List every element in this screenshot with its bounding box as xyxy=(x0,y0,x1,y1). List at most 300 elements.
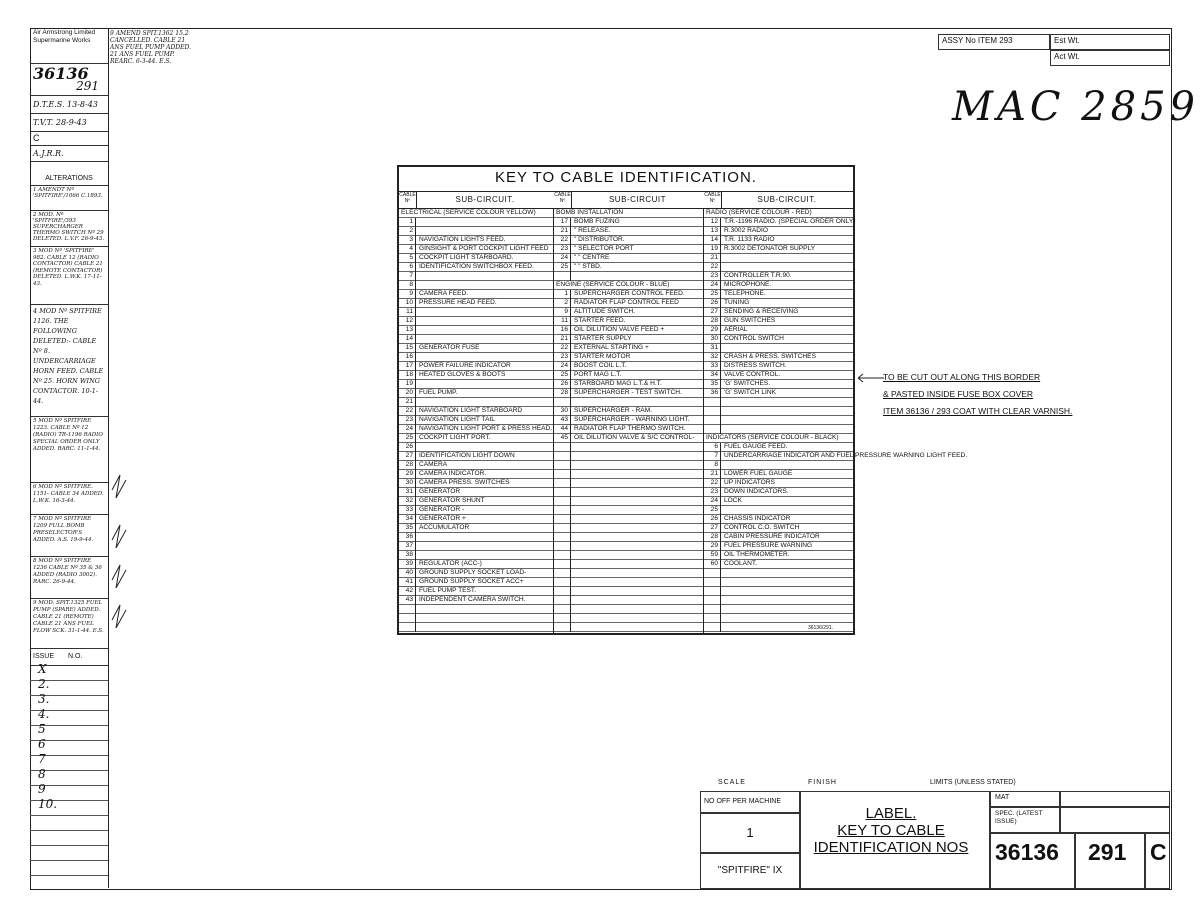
key-row xyxy=(704,245,853,254)
alterations-header: ALTERATIONS xyxy=(30,174,108,186)
sub-circuit-name: SENDING & RECEIVING xyxy=(724,308,799,315)
cable-number xyxy=(554,551,571,560)
key-row xyxy=(554,317,703,326)
key-row xyxy=(704,560,853,569)
key-row xyxy=(704,524,853,533)
key-row xyxy=(554,245,703,254)
cable-number xyxy=(554,578,571,587)
cable-number: 27 xyxy=(704,524,721,533)
cable-number: 19 xyxy=(704,245,721,254)
key-row xyxy=(399,461,553,470)
issue-row: 5 xyxy=(30,726,108,741)
sub-circuit-name: STARBOARD MAG L.T.& H.T. xyxy=(574,380,662,387)
alteration-item: 1 AMENDT Nº 'SPITFIRE'/1066 C.1893. xyxy=(30,186,108,211)
cable-number: 29 xyxy=(704,326,721,335)
key-row xyxy=(399,623,553,632)
cable-number: 25 xyxy=(399,434,416,443)
cable-number: 5 xyxy=(399,254,416,263)
cable-number xyxy=(554,596,571,605)
cable-number xyxy=(704,425,721,434)
cable-number xyxy=(554,560,571,569)
key-row xyxy=(399,542,553,551)
cable-number xyxy=(554,443,571,452)
cable-number xyxy=(399,614,416,623)
cable-number: 30 xyxy=(704,335,721,344)
key-row xyxy=(399,272,553,281)
key-section-heading xyxy=(554,209,703,218)
cable-number: 11 xyxy=(399,308,416,317)
key-row xyxy=(399,488,553,497)
key-row xyxy=(704,461,853,470)
arrow-icon xyxy=(856,372,886,384)
cable-number xyxy=(704,623,721,632)
key-row xyxy=(399,326,553,335)
alteration-item: 4 MOD Nº SPITFIRE 1126. THE FOLLOWING DELETED:- CABLE Nº 8. UNDERCARRIAGE HORN FEED. CABLE Nº 25. HORN WING CONTACTOR. 10-1-44. xyxy=(30,305,108,417)
key-row xyxy=(704,335,853,344)
no-off-value: 1 xyxy=(700,813,800,853)
cable-number xyxy=(704,587,721,596)
sub-circuit-name: FUEL PRESSURE WARNING xyxy=(724,542,813,549)
cable-number: 24 xyxy=(554,254,571,263)
title-line-2: KEY TO CABLE xyxy=(837,822,945,839)
cable-number xyxy=(554,623,571,632)
sub-circuit-name: NAVIGATION LIGHT PORT & PRESS HEAD. xyxy=(419,425,553,432)
issue-row: 9 xyxy=(30,786,108,801)
column-header xyxy=(704,191,853,209)
sub-circuit-name: TELEPHONE. xyxy=(724,290,766,297)
key-row xyxy=(399,506,553,515)
cable-number: 28 xyxy=(399,461,416,470)
cable-number: 36 xyxy=(399,533,416,542)
cable-number xyxy=(554,605,571,614)
cable-number: 34 xyxy=(704,371,721,380)
key-row xyxy=(554,497,703,506)
key-row xyxy=(399,497,553,506)
cable-number: 23 xyxy=(704,488,721,497)
key-row xyxy=(554,380,703,389)
cable-number: 1 xyxy=(399,218,416,227)
sub-circuit-name: REGULATOR (ACC-) xyxy=(419,560,482,567)
key-row xyxy=(554,326,703,335)
sub-circuit-name: TUNING xyxy=(724,299,750,306)
cable-number: 25 xyxy=(554,371,571,380)
key-section-heading xyxy=(399,209,553,218)
cable-number-header: CABLE Nº xyxy=(399,192,417,208)
key-row xyxy=(554,623,703,632)
key-row xyxy=(554,488,703,497)
sub-circuit-name: " RELEASE. xyxy=(574,227,611,234)
key-row xyxy=(399,605,553,614)
key-row xyxy=(399,614,553,623)
key-row xyxy=(554,398,703,407)
key-row xyxy=(399,524,553,533)
spec-value xyxy=(1060,807,1170,833)
key-row xyxy=(704,587,853,596)
sub-circuit-header: SUB-CIRCUIT. xyxy=(455,195,515,204)
key-row xyxy=(399,317,553,326)
key-row xyxy=(554,227,703,236)
key-row xyxy=(554,551,703,560)
cable-number xyxy=(554,470,571,479)
key-row xyxy=(704,470,853,479)
sub-circuit-name: CAMERA FEED. xyxy=(419,290,469,297)
cable-number xyxy=(554,614,571,623)
cable-number: 19 xyxy=(399,380,416,389)
company-name: Air Armstrong Limited Supermarine Works xyxy=(33,29,96,44)
key-row xyxy=(704,236,853,245)
cable-number: 14 xyxy=(704,236,721,245)
key-row xyxy=(399,596,553,605)
sub-circuit-name: 'G' SWITCHES. xyxy=(724,380,771,387)
est-weight: Est Wt. xyxy=(1050,34,1170,50)
cable-number: 37 xyxy=(399,542,416,551)
cable-number: 22 xyxy=(704,263,721,272)
cable-number xyxy=(704,578,721,587)
sub-circuit-name: CONTROL C.O. SWITCH xyxy=(724,524,800,531)
key-row xyxy=(554,407,703,416)
key-row xyxy=(704,452,968,461)
key-row xyxy=(399,398,553,407)
sub-circuit-name: PORT MAG L.T. xyxy=(574,371,622,378)
key-row xyxy=(399,362,553,371)
key-column-bomb-engine xyxy=(554,209,704,633)
cable-number: 21 xyxy=(554,227,571,236)
cable-number xyxy=(554,533,571,542)
key-row xyxy=(704,533,853,542)
key-row xyxy=(704,290,853,299)
issue-row: 8 xyxy=(30,771,108,786)
cable-number: 6 xyxy=(399,263,416,272)
limits-label: LIMITS (UNLESS STATED) xyxy=(930,779,1016,786)
sub-circuit-name: GENERATOR FUSE xyxy=(419,344,480,351)
key-row xyxy=(704,317,853,326)
key-row xyxy=(399,245,553,254)
key-row xyxy=(704,281,853,290)
signature-marks xyxy=(108,470,130,640)
issue-row xyxy=(30,816,108,831)
cable-number: 26 xyxy=(554,380,571,389)
sub-circuit-name: STARTER MOTOR xyxy=(574,353,631,360)
sub-circuit-header: SUB-CIRCUIT xyxy=(608,195,667,204)
issue-row xyxy=(30,861,108,876)
margin-note: 9 AMEND SPIT.1362 15.2 CANCELLED. CABLE 21 ANS FUEL PUMP ADDED. 21 ANS FUEL PUMP. REARC. 6-3-44. E.S. xyxy=(110,30,192,65)
key-row xyxy=(554,605,703,614)
key-row xyxy=(704,227,853,236)
cable-number: 21 xyxy=(554,335,571,344)
cable-number: 2 xyxy=(399,227,416,236)
assembly-block xyxy=(938,34,1170,66)
key-row xyxy=(399,479,553,488)
key-row xyxy=(399,254,553,263)
sub-circuit-name: BOOST COIL L.T. xyxy=(574,362,627,369)
key-title: KEY TO CABLE IDENTIFICATION. xyxy=(495,169,757,186)
cable-number: 33 xyxy=(704,362,721,371)
key-row xyxy=(704,425,853,434)
key-row xyxy=(554,560,703,569)
cable-number: 26 xyxy=(704,299,721,308)
sub-circuit-name: COOLANT. xyxy=(724,560,757,567)
key-row xyxy=(554,506,703,515)
company-cell xyxy=(30,28,108,64)
cable-number: 11 xyxy=(554,317,571,326)
sub-circuit-name: INDEPENDENT CAMERA SWITCH. xyxy=(419,596,526,603)
varnish-note: ITEM 36136 / 293 COAT WITH CLEAR VARNISH. xyxy=(883,406,1073,416)
alteration-item: 9 MOD. SPIT.1325 FUEL PUMP (SPARE) ADDED. CABLE 21 (REMOTE) CABLE 21 ANS FUEL FLOW SCK. 31-1-44. E.S. xyxy=(30,599,108,649)
cable-number: 16 xyxy=(399,353,416,362)
cable-number: 41 xyxy=(399,578,416,587)
sub-circuit-name: COCKPIT LIGHT STARBOARD. xyxy=(419,254,514,261)
key-row xyxy=(554,578,703,587)
key-row xyxy=(399,353,553,362)
cable-number: 17 xyxy=(399,362,416,371)
key-row xyxy=(399,425,553,434)
mat-label: MAT xyxy=(990,791,1060,807)
cable-number: 17 xyxy=(554,218,571,227)
key-row xyxy=(554,614,703,623)
alteration-item: 5 MOD Nº SPITFIRE 1223. CABLE Nº 12 (RADIO) TR-1196 RADIO SPECIAL ORDER ONLY ADDED. RARC. 11-1-44. xyxy=(30,417,108,483)
title-block xyxy=(700,777,1170,889)
sub-circuit-name: BOMB INSTALLATION xyxy=(556,209,624,216)
cable-number: 6 xyxy=(704,443,721,452)
cable-number: 7 xyxy=(399,272,416,281)
key-footer-number: 36136/291. xyxy=(807,625,833,631)
sub-circuit-name: 'G' SWITCH LINK xyxy=(724,389,776,396)
key-row xyxy=(704,407,853,416)
key-row xyxy=(704,488,853,497)
key-row xyxy=(554,434,703,443)
cable-number: 26 xyxy=(704,515,721,524)
sub-circuit-name: RADIATOR FLAP CONTROL FEED xyxy=(574,299,679,306)
sheet-number: 291 xyxy=(1088,839,1127,865)
cable-number: 25 xyxy=(704,506,721,515)
left-revision-column xyxy=(30,28,109,888)
sub-circuit-name: GROUND SUPPLY SOCKET LOAD- xyxy=(419,569,527,576)
cable-number xyxy=(704,569,721,578)
key-row xyxy=(704,578,853,587)
cable-number: 59 xyxy=(704,551,721,560)
key-row xyxy=(704,272,853,281)
sub-circuit-name: STARTER FEED. xyxy=(574,317,626,324)
sub-circuit-name: CABIN PRESSURE INDICATOR xyxy=(724,533,820,540)
issue-row: 7 xyxy=(30,756,108,771)
key-row xyxy=(399,308,553,317)
sub-circuit-name: CHASSIS INDICATOR xyxy=(724,515,791,522)
key-row xyxy=(704,218,856,227)
cable-number: 7 xyxy=(704,452,721,461)
sub-circuit-name: FUEL GAUGE FEED. xyxy=(724,443,788,450)
mat-value xyxy=(1060,791,1170,807)
sub-circuit-name: GUN SWITCHES xyxy=(724,317,776,324)
cable-number: 23 xyxy=(554,245,571,254)
cable-number xyxy=(554,272,571,281)
key-row xyxy=(704,515,853,524)
cable-number xyxy=(554,587,571,596)
sub-circuit-name: ENGINE (SERVICE COLOUR - BLUE) xyxy=(556,281,670,288)
cable-number: 9 xyxy=(399,290,416,299)
key-row xyxy=(554,542,703,551)
assy-number: ASSY No ITEM 293 xyxy=(938,34,1050,50)
key-row xyxy=(554,479,703,488)
cable-number: 34 xyxy=(399,515,416,524)
sub-circuit-name: " DISTRIBUTOR. xyxy=(574,236,625,243)
sub-circuit-name: HEATED GLOVES & BOOTS xyxy=(419,371,506,378)
cable-number: 28 xyxy=(554,389,571,398)
key-row xyxy=(704,497,853,506)
key-row xyxy=(554,344,703,353)
key-row xyxy=(704,614,853,623)
drawing-number-cell xyxy=(30,64,108,96)
sub-circuit-name: FUEL PUMP TEST. xyxy=(419,587,477,594)
left-drawing-number: 36136 xyxy=(33,64,89,83)
key-row xyxy=(399,533,553,542)
key-row xyxy=(554,263,703,272)
sub-circuit-name: DISTRESS SWITCH. xyxy=(724,362,787,369)
issue-row: 3. xyxy=(30,696,108,711)
cable-number: 12 xyxy=(399,317,416,326)
title-line-3: IDENTIFICATION NOS xyxy=(813,839,969,856)
aircraft-type: "SPITFIRE" IX xyxy=(700,853,800,889)
sub-circuit-name: UP INDICATORS xyxy=(724,479,775,486)
key-row xyxy=(704,398,853,407)
cable-number: 21 xyxy=(704,254,721,263)
cable-number: 38 xyxy=(399,551,416,560)
key-row xyxy=(554,335,703,344)
sub-circuit-name: IDENTIFICATION SWITCHBOX FEED. xyxy=(419,263,534,270)
key-row xyxy=(399,551,553,560)
key-row xyxy=(554,470,703,479)
sub-circuit-name: GROUND SUPPLY SOCKET ACC+ xyxy=(419,578,524,585)
cable-number: 23 xyxy=(399,416,416,425)
key-row xyxy=(704,605,853,614)
alteration-item: 6 MOD Nº SPITFIRE. 1151- CABLE 34 ADDED. L.W.K. 16-3-44. xyxy=(30,483,108,515)
cable-number: 24 xyxy=(704,281,721,290)
cable-number xyxy=(554,497,571,506)
sub-circuit-name: ELECTRICAL (SERVICE COLOUR YELLOW) xyxy=(401,209,536,216)
cable-number: 9 xyxy=(554,308,571,317)
sub-circuit-name: " " CENTRE xyxy=(574,254,610,261)
cable-number: 22 xyxy=(704,479,721,488)
issue-row xyxy=(30,831,108,846)
key-row xyxy=(704,362,853,371)
key-row xyxy=(399,335,553,344)
column-header xyxy=(399,191,554,209)
key-row xyxy=(704,353,853,362)
key-row xyxy=(399,569,553,578)
drawing-title xyxy=(811,805,971,856)
key-row xyxy=(704,569,853,578)
key-row xyxy=(399,299,553,308)
cable-number: 40 xyxy=(399,569,416,578)
key-row xyxy=(704,596,853,605)
sub-circuit-name: DOWN INDICATORS. xyxy=(724,488,789,495)
sub-circuit-name: RADIATOR FLAP THERMO SWITCH. xyxy=(574,425,686,432)
cable-number: 13 xyxy=(399,326,416,335)
sub-circuit-name: GENERATOR SHUNT xyxy=(419,497,485,504)
cable-number: 28 xyxy=(704,317,721,326)
key-row xyxy=(399,578,553,587)
key-row xyxy=(554,389,703,398)
sub-circuit-name: UNDERCARRIAGE INDICATOR AND FUEL PRESSURE WARNING LIGHT FEED. xyxy=(724,452,968,459)
cable-number xyxy=(704,605,721,614)
key-row xyxy=(704,263,853,272)
sub-circuit-name: CONTROLLER T.R.90. xyxy=(724,272,792,279)
cable-number: 24 xyxy=(399,425,416,434)
cable-number: 44 xyxy=(554,425,571,434)
key-row xyxy=(554,587,703,596)
key-row xyxy=(554,371,703,380)
key-row xyxy=(704,443,853,452)
cable-number: 31 xyxy=(399,488,416,497)
key-row xyxy=(399,371,553,380)
cable-number: 42 xyxy=(399,587,416,596)
cable-number xyxy=(554,461,571,470)
cable-number xyxy=(554,488,571,497)
key-row xyxy=(399,434,553,443)
cable-number: 22 xyxy=(399,407,416,416)
key-row xyxy=(704,479,853,488)
key-row xyxy=(399,227,553,236)
cable-number: 22 xyxy=(554,344,571,353)
cable-number: 29 xyxy=(399,470,416,479)
sub-circuit-name: R.3002 RADIO xyxy=(724,227,768,234)
key-row xyxy=(704,371,853,380)
cable-number: 35 xyxy=(399,524,416,533)
key-row xyxy=(704,416,853,425)
sub-circuit-name: GENERATOR - xyxy=(419,506,465,513)
act-weight: Act Wt. xyxy=(1050,50,1170,66)
no-off-label: NO OFF PER MACHINE xyxy=(700,791,800,813)
cable-number: 28 xyxy=(704,533,721,542)
cable-number: 3 xyxy=(399,236,416,245)
key-row xyxy=(704,542,853,551)
cable-number xyxy=(704,407,721,416)
alteration-item: 2 MOD. Nº 'SPITFIRE'/393 SUPERCHARGER THERMO SWITCH Nº 29 DELETED. L.V.F. 26-9-43. xyxy=(30,211,108,247)
key-row xyxy=(554,461,703,470)
cable-number: 8 xyxy=(704,461,721,470)
key-row xyxy=(399,560,553,569)
key-row xyxy=(399,218,553,227)
cable-number: 24 xyxy=(704,497,721,506)
cable-number: 2 xyxy=(554,299,571,308)
cable-number xyxy=(554,542,571,551)
cable-number: 18 xyxy=(399,371,416,380)
cable-number xyxy=(704,398,721,407)
sub-circuit-name: EXTERNAL STARTING + xyxy=(574,344,649,351)
key-row xyxy=(399,263,553,272)
cable-number xyxy=(704,596,721,605)
cable-number xyxy=(704,416,721,425)
key-row xyxy=(399,380,553,389)
sub-circuit-name: ACCUMULATOR xyxy=(419,524,470,531)
sub-circuit-name: IDENTIFICATION LIGHT DOWN xyxy=(419,452,515,459)
sub-circuit-name: SUPERCHARGER - TEST SWITCH. xyxy=(574,389,682,396)
key-row xyxy=(554,569,703,578)
cable-number xyxy=(554,569,571,578)
cable-number xyxy=(554,452,571,461)
key-row xyxy=(554,353,703,362)
sub-circuit-name: NAVIGATION LIGHT TAIL xyxy=(419,416,495,423)
cable-number: 20 xyxy=(399,389,416,398)
sub-circuit-name: GENERATOR + xyxy=(419,515,466,522)
cable-number xyxy=(704,614,721,623)
sub-circuit-name: SUPERCHARGER CONTROL FEED. xyxy=(574,290,685,297)
cut-note: TO BE CUT OUT ALONG THIS BORDER xyxy=(883,372,1041,382)
cable-number: 45 xyxy=(554,434,571,443)
key-row xyxy=(399,407,553,416)
key-row xyxy=(399,470,553,479)
cable-number: 25 xyxy=(704,290,721,299)
sub-circuit-name: BOMB FUZING xyxy=(574,218,620,225)
